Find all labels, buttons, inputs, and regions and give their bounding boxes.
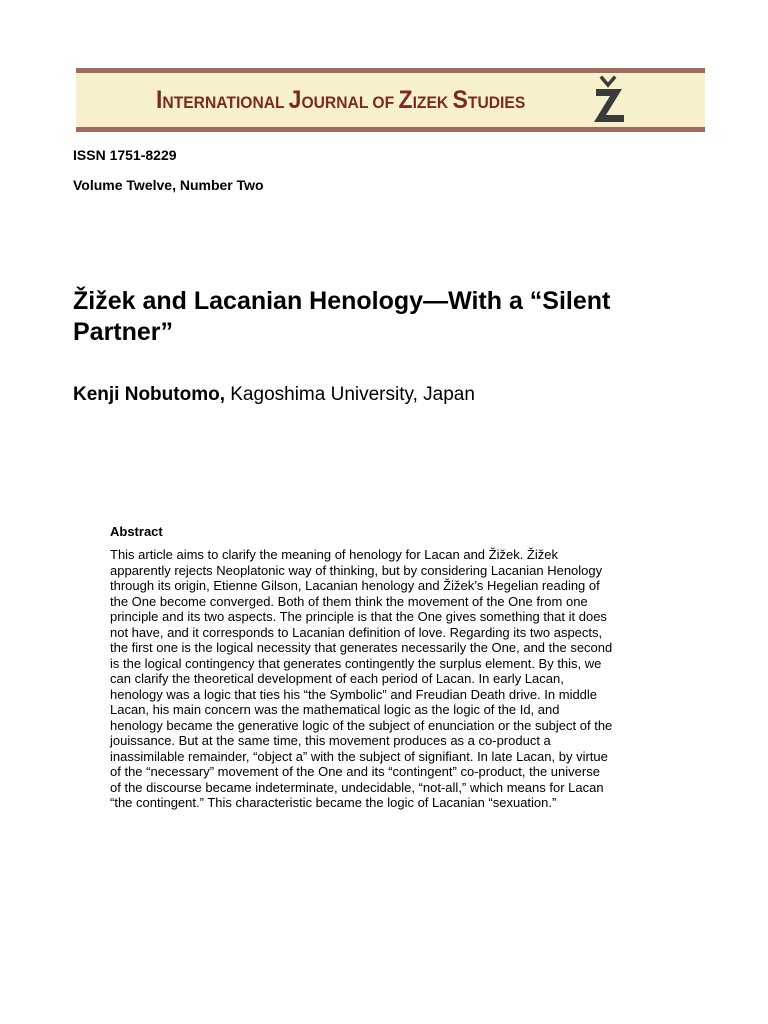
logo-caron <box>602 78 614 85</box>
abstract-line: apparently rejects Neoplatonic way of thinking, but by considering Lacanian Henology <box>110 562 603 578</box>
journal-title-initial: J <box>288 86 302 114</box>
abstract-body <box>110 547 662 811</box>
issn: ISSN 1751-8229 <box>73 147 177 163</box>
abstract-line: through its origin, Etienne Gilson, Lacanian henology and Žižek’s Hegelian reading of <box>110 578 600 593</box>
abstract-line: principle and its two aspects. The principle is that the One gives something that it does <box>110 609 607 624</box>
journal-title-word: TUDIES <box>467 93 526 112</box>
paper-title: Žižek and Lacanian Henology—With a “Silent Partner” <box>73 287 611 346</box>
abstract-line: henology was a logic that ties his “the Symbolic” and Freudian Death drive. In middle <box>110 686 598 702</box>
abstract-line: the One become converged. Both of them think the movement of the One from one <box>110 593 588 609</box>
abstract-line: of the discourse became indeterminate, undecidable, “not-all,” which means for Lacan <box>110 779 604 795</box>
abstract-heading: Abstract <box>110 524 163 539</box>
journal-title-word: OURNAL OF <box>301 93 399 112</box>
journal-title-word: NTERNATIONAL <box>162 93 289 112</box>
abstract-line: This article aims to clarify the meaning of henology for Lacan and Žižek. Žižek <box>110 547 558 562</box>
journal-title-initial: S <box>452 86 468 114</box>
journal-title-initial: I <box>156 86 163 114</box>
abstract-line: Lacan, his main concern was the mathematical logic as the logic of the Id, and <box>110 702 560 717</box>
author-line <box>73 384 475 406</box>
abstract-line: is the logical contingency that generates contingently the surplus element. By this, we <box>110 655 602 671</box>
author-name: Kenji Nobutomo, <box>73 384 225 405</box>
volume-number: Volume Twelve, Number Two <box>73 177 264 193</box>
abstract-line: jouissance. But at the same time, this movement produces as a co-product a <box>110 733 551 748</box>
abstract-line: henology became the generative logic of the subject of enunciation or the subject of the <box>110 717 613 733</box>
abstract-line: of the “necessary” movement of the One and its “contingent” co-product, the universe <box>110 764 600 779</box>
author-affiliation: Kagoshima University, Japan <box>224 384 475 405</box>
logo-z-glyph <box>594 89 624 122</box>
abstract-line: “the contingent.” This characteristic became the logic of Lacanian “sexuation.” <box>110 795 557 810</box>
journal-title-initial: Z <box>398 86 413 114</box>
journal-banner <box>76 68 705 132</box>
abstract-line: not have, and it corresponds to Lacanian definition of love. Regarding its two aspects, <box>110 624 603 640</box>
abstract-line: can clarify the theoretical development of each period of Lacan. In early Lacan, <box>110 671 564 686</box>
journal-logo <box>590 75 630 125</box>
journal-title <box>156 88 525 113</box>
journal-title-word: IZEK <box>412 93 453 112</box>
abstract-line: inassimilable remainder, “object a” with the subject of signifiant. In late Lacan, by virtue <box>110 748 608 764</box>
abstract-line: the first one is the logical necessity that generates necessarily the One, and the second <box>110 640 613 655</box>
